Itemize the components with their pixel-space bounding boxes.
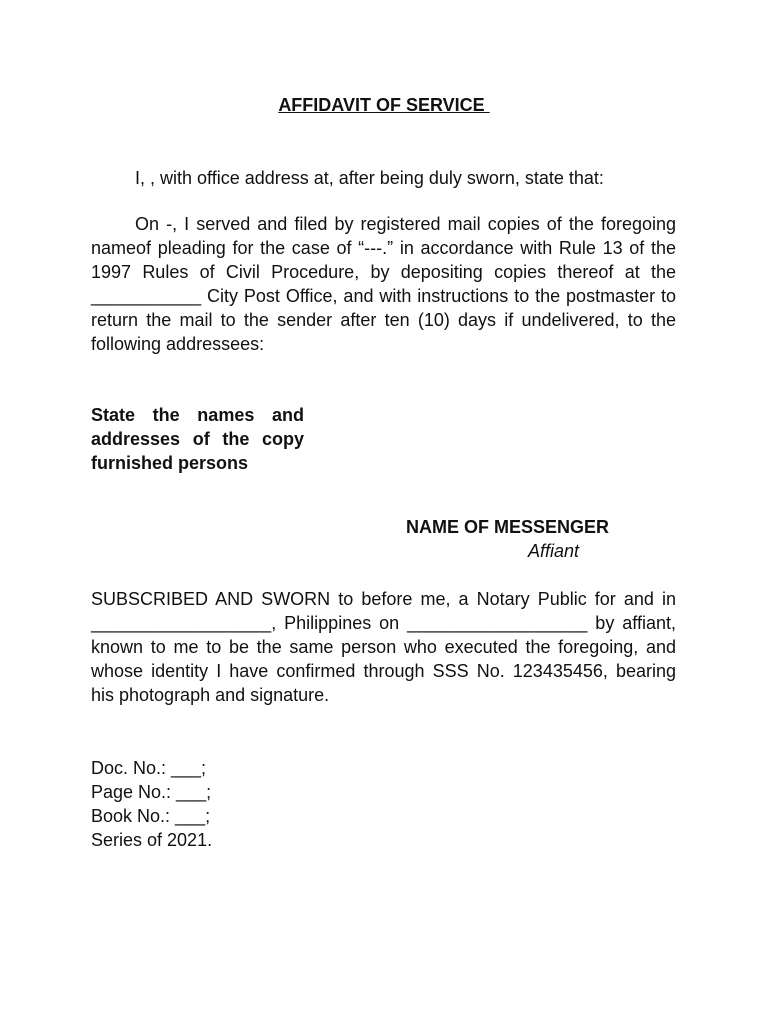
intro-paragraph: I, , with office address at, after being duly sworn, state that: [135, 168, 604, 188]
notarial-register-details [91, 756, 212, 852]
messenger-name: NAME OF MESSENGER [406, 517, 610, 537]
doc-no-line: Doc. No.: ___; [91, 758, 207, 778]
affiant-label: Affiant [528, 541, 580, 561]
document-title-text: AFFIDAVIT OF SERVICE [278, 95, 490, 115]
book-no-line: Book No.: ___; [91, 806, 211, 826]
jurat-paragraph: SUBSCRIBED AND SWORN to before me, a Notary Public for and in __________________, Philippines on __________________ by affiant, known to me to be the same person who executed the foregoing, and whose identity I have confirmed through SSS No. 123435456, bearing his photograph and signature. [91, 589, 676, 705]
service-paragraph: On -, I served and filed by registered mail copies of the foregoing nameof pleading for the case of “---.” in accordance with Rule 13 of the 1997 Rules of Civil Procedure, by depositing copies thereof at the ___________ City Post Office, and with instructions to the postmaster to return the mail to the sender after ten (10) days if undelivered, to the following addressees: [91, 214, 676, 354]
document-title [0, 94, 768, 116]
series-line: Series of 2021. [91, 830, 213, 850]
addressees-instruction: State the names and addresses of the copy furnished persons [91, 405, 304, 473]
page-no-line: Page No.: ___; [91, 782, 212, 802]
